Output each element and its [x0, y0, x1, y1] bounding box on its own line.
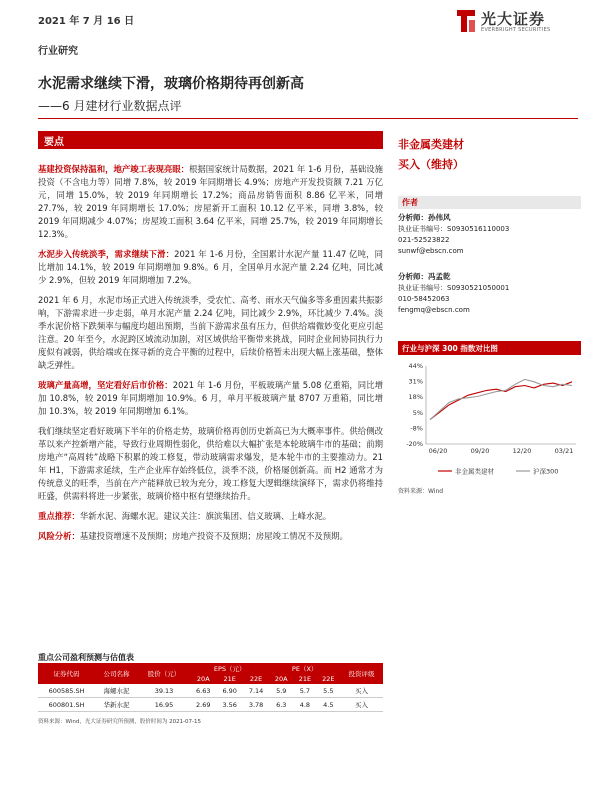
paragraph: 基建投资保持温和，地产竣工表现亮眼：根据国家统计局数据，2021 年 1-6 月份，基础设施投资（不含电力等）同增 7.8%，较 2019 年同期增长 4.9%；房地产开发投资额 7.21 万亿元，同增 15.0%，较 2019 年同期增长 17.2%；商品房销售面积 8.86 亿平米，同增 27.7%，较 2019 年同期增长 17.0%；房屋新开工面积 10.12 亿平米，同增 3.8%，较 2019 年同期减少 4.07%；房屋竣工面积 3.64 亿平米，同增 25.7%，较 2019 年同期增长 12.3%。: [38, 164, 383, 239]
report-subtitle: ——6 月建材行业数据点评: [38, 99, 182, 113]
cell-name: 华新水泥: [95, 698, 138, 712]
table-source: 资料来源：Wind，光大证券研究所预测，股价时间为 2021-07-15: [38, 719, 202, 725]
x-tick-label: 03/21: [554, 447, 574, 455]
cell-code: 600585.SH: [38, 684, 95, 698]
key-points-body: [38, 163, 383, 550]
report-title: 水泥需求继续下滑，玻璃价格期待再创新高: [38, 76, 304, 92]
key-points-header: 要点: [38, 131, 383, 149]
cell-value: 2.69: [190, 698, 216, 712]
report-category: 行业研究: [38, 46, 78, 57]
header-price: 股价（元）: [138, 663, 190, 684]
cell-value: 5.9: [269, 684, 293, 698]
series-line: [430, 382, 572, 420]
header-rating: 投资评级: [340, 663, 383, 684]
cell-price: 39.13: [138, 684, 190, 698]
rating-value: 买入（维持）: [398, 158, 464, 171]
table-row: [38, 684, 383, 698]
cell-value: 6.63: [190, 684, 216, 698]
paragraph: 水泥步入传统淡季，需求继续下滑：2021 年 1-6 月份，全国累计水泥产量 11.47 亿吨，同比增加 14.1%，较 2019 年同期增加 9.8%。6 月，全国单月水泥产量 2.24 亿吨，同比减少 2.9%，但较 2019 年同期增加 7.2%。: [38, 249, 384, 285]
x-tick-label: 09/20: [470, 447, 490, 455]
cell-value: 4.8: [293, 698, 316, 712]
analyst-block: 分析师：孙伟风 执业证书编号：S0930516110003 021-52523822 sunwf@ebscn.com: [398, 213, 510, 255]
cell-value: 5.5: [317, 684, 340, 698]
title-divider: [38, 118, 578, 119]
chart-source: 资料来源：Wind: [398, 488, 444, 495]
x-tick-label: 12/20: [512, 447, 532, 455]
cell-rating: 买入: [340, 698, 383, 712]
paragraph: 玻璃产量高增，坚定看好后市价格：2021 年 1-6 月份，平板玻璃产量 5.08 亿重箱，同比增加 10.8%，较 2019 年同期增加 10.9%。6 月，单月平板玻璃产量 8707 万重箱，同比增加 10.3%，较 2019 年同期增加 6.1%。: [38, 380, 384, 416]
author-header: 作者: [398, 196, 581, 209]
paragraph: 风险分析：基建投资增速不及预期；房地产投资不及预期；房屋竣工情况不及预期。: [38, 531, 348, 541]
y-tick-label: -8%: [410, 424, 423, 433]
industry-name: 非金属类建材: [398, 138, 464, 151]
year-header: 22E: [317, 674, 340, 684]
cell-price: 16.95: [138, 698, 190, 712]
year-header: 21E: [293, 674, 316, 684]
cell-value: 4.5: [317, 698, 340, 712]
paragraph: 2021 年 6 月，水泥市场正式进入传统淡季，受农忙、高考、雨水天气偏多等多重因素共振影响，下游需求进一步走弱，单月水泥产量 2.24 亿吨，同比减少 2.9%，环比减少 7.4%。淡季水泥价格下跌频率与幅度均超出预期，当前下游需求虽有压力，但供给端微妙变化更应引起注意。20 年至今，水泥跨区域流动加剧，对区域供给平衡带来挑战，同时企业间协同执行力度似有减弱，供给端或在探寻新的竞合平衡的过程中，后续价格暂未出现大幅上涨基础，整体缺乏弹性。: [38, 295, 383, 370]
cell-code: 600801.SH: [38, 698, 95, 712]
y-tick-label: 44%: [408, 362, 423, 370]
x-tick-label: 06/20: [428, 447, 448, 455]
logo-mark-icon: [455, 8, 477, 34]
y-tick-label: -20%: [406, 440, 423, 448]
index-comparison-chart: [398, 360, 581, 485]
cell-value: 3.56: [216, 698, 242, 712]
logo-text: 光大证券: [481, 10, 546, 28]
legend-label: 沪深300: [533, 467, 559, 476]
paragraph: 重点推荐：华新水泥、海螺水泥。建议关注：旗滨集团、信义玻璃、上峰水泥。: [38, 511, 332, 521]
brand-logo: [455, 8, 585, 38]
analyst-block: 分析师：冯孟乾 执业证书编号：S0930521050001 010-58452063 fengmq@ebscn.com: [398, 272, 510, 314]
cell-value: 3.78: [243, 698, 269, 712]
cell-value: 7.14: [243, 684, 269, 698]
cell-rating: 买入: [340, 684, 383, 698]
year-header: 20A: [269, 674, 293, 684]
header-name: 公司名称: [95, 663, 138, 684]
legend-label: 非金属类建材: [455, 467, 494, 476]
chart-svg: [398, 360, 581, 485]
table-row: [38, 698, 383, 712]
year-header: 20A: [190, 674, 216, 684]
cell-value: 6.3: [269, 698, 293, 712]
header-eps: EPS（元）: [190, 663, 269, 674]
earnings-table: [38, 663, 383, 712]
logo-subtext: EVERBRIGHT SECURITIES: [481, 27, 551, 33]
year-header: 22E: [243, 674, 269, 684]
header-pe: PE（X）: [269, 663, 340, 674]
report-date: 2021 年 7 月 16 日: [38, 16, 135, 27]
paragraph: 我们继续坚定看好玻璃下半年的价格走势，玻璃价格再创历史新高已为大概率事件。供给侧改革以来产控新增产能，导致行业周期性弱化，供给难以大幅扩张是本轮玻璃牛市的基础；前期房地产“高周转”战略下积累的竣工修复，带动玻璃需求爆发，是本轮牛市的主要推动力。21 年 H1，下游需求延续，生产企业库存始终低位，淡季不淡，价格屡创新高。而 H2 通常才为传统意义的旺季，当前在产产能释放已较为充分，竣工修复大逻辑继续演绎下，需求仍将维持旺盛，供需料将进一步紧张，玻璃价格中枢有望继续抬升。: [38, 426, 383, 501]
cell-name: 海螺水泥: [95, 684, 138, 698]
table-title: 重点公司盈利预测与估值表: [38, 653, 134, 662]
chart-header: 行业与沪深 300 指数对比图: [398, 341, 581, 355]
y-tick-label: 5%: [412, 408, 423, 417]
header-code: 证券代码: [38, 663, 95, 684]
cell-value: 6.90: [216, 684, 242, 698]
y-tick-label: 31%: [408, 377, 423, 386]
cell-value: 5.7: [293, 684, 316, 698]
y-tick-label: 18%: [408, 393, 423, 402]
year-header: 21E: [216, 674, 242, 684]
series-line: [430, 379, 572, 419]
